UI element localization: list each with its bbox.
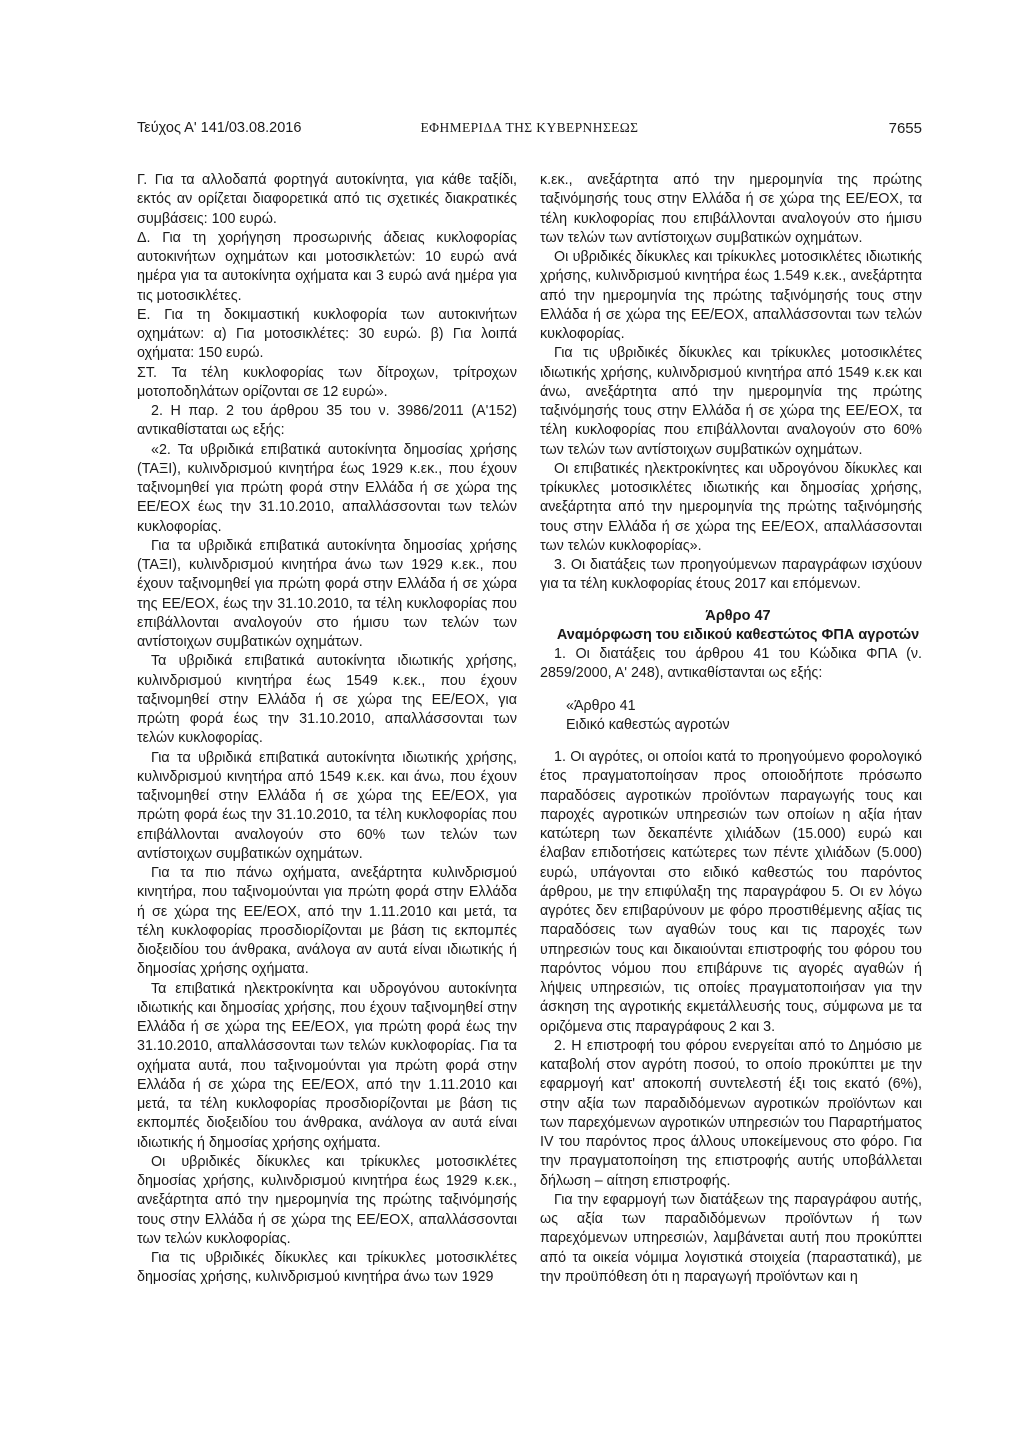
paragraph: Για τα υβριδικά επιβατικά αυτοκίνητα ιδιωτικής χρήσης, κυλινδρισμού κινητήρα από 1549 κ.εκ. και άνω, που έχουν ταξινομηθεί στην Ελλάδα ή σε χώρα της ΕΕ/ΕΟΧ, για πρώτη φορά έως την 31.10.2010, τα τέλη κυκλοφορίας που επιβάλλονται αναλογούν στο 60% των τελών των αντίστοιχων συμβατικών οχημάτων. — [137, 749, 517, 862]
quoted-article-number: «Άρθρο 41 — [566, 697, 636, 714]
paragraph: Για τα πιο πάνω οχήματα, ανεξάρτητα κυλινδρισμού κινητήρα, που ταξινομούνται για πρώτη φορά στην Ελλάδα ή σε χώρα της ΕΕ/ΕΟΧ, από την 1.11.2010 και μετά, τα τέλη κυκλοφορίας προσδιορίζονται με βάση τις εκπομπές διοξειδίου του άνθρακα, ανάλογα αν αυτά είναι ιδιωτικής ή δημοσίας χρήσης οχήματα. — [137, 865, 517, 978]
article-intro: 1. Οι διατάξεις του άρθρου 41 του Κώδικα ΦΠΑ (ν. 2859/2000, Α' 248), αντικαθίστανται ως εξής: — [540, 646, 922, 682]
right-column — [540, 171, 922, 1287]
paragraph: Γ. Για τα αλλοδαπά φορτηγά αυτοκίνητα, για κάθε ταξίδι, εκτός αν ορίζεται διαφορετικά από τις σχετικές διακρατικές συμβάσεις: 100 ευρώ. — [137, 172, 517, 227]
page-number: 7655 — [888, 120, 922, 137]
paragraph: 1. Οι αγρότες, οι οποίοι κατά το προηγούμενο φορολογικό έτος πραγματοποίησαν προς οποιοδήποτε πρόσωπο παραδόσεις αγροτικών προϊόντων παραγωγής τους και παροχές αγροτικών υπηρεσιών των οποίων η αξία ήταν κατώτερη των δεκαπέντε χιλιάδων (15.000) ευρώ και έλαβαν επιδοτήσεις κατώτερες των πέντε χιλιάδων (5.000) ευρώ, υπάγονται στο ειδικό καθεστώς του παρόντος άρθρου, με την επιφύλαξη της παραγράφου 5. Οι εν λόγω αγρότες δεν επιβαρύνουν με φόρο προστιθέμενης αξίας τις παραδόσεις των αγαθών τους και τις παροχές των υπηρεσιών τους και δικαιούνται επιστροφής του φόρου του παρόντος νόμου που επιβάρυνε τις αγορές αγαθών ή λήψεις υπηρεσιών, τις οποίες πραγματοποιήσαν για την άσκηση της αγροτικής εκμετάλλευσής τους, σύμφωνα με τα οριζόμενα στις παραγράφους 2 και 3. — [540, 749, 922, 1035]
quoted-article-heading — [566, 697, 922, 736]
page-header — [137, 120, 922, 142]
paragraph: 3. Οι διατάξεις των προηγούμενων παραγράφων ισχύουν για τα τέλη κυκλοφορίας έτους 2017 και επόμενων. — [540, 557, 922, 593]
paragraph: Οι υβριδικές δίκυκλες και τρίκυκλες μοτοσικλέτες δημοσίας χρήσης, κυλινδρισμού κινητήρα έως 1929 κ.εκ., ανεξάρτητα από την ημερομηνία της πρώτης ταξινόμησής τους στην Ελλάδα ή σε χώρα της ΕΕ/ΕΟΧ, απαλλάσσονται των τελών κυκλοφορίας. — [137, 1153, 517, 1247]
gazette-title: ΕΦΗΜΕΡΙΔΑ ΤΗΣ ΚΥΒΕΡΝΗΣΕΩΣ — [420, 120, 639, 135]
paragraph: Για τις υβριδικές δίκυκλες και τρίκυκλες μοτοσικλέτες ιδιωτικής χρήσης, κυλινδρισμού κινητήρα από 1549 κ.εκ και άνω, ανεξάρτητα από την ημερομηνία της πρώτης ταξινόμησής τους στην Ελλάδα ή σε χώρα της ΕΕ/ΕΟΧ, τα τέλη κυκλοφορίας που επιβάλλονται αναλογούν στο 60% των τελών των αντίστοιχων συμβατικών οχημάτων. — [540, 345, 922, 458]
paragraph: Για τις υβριδικές δίκυκλες και τρίκυκλες μοτοσικλέτες δημοσίας χρήσης, κυλινδρισμού κινητήρα άνω των 1929 — [137, 1250, 517, 1286]
article-title: Αναμόρφωση του ειδικού καθεστώτος ΦΠΑ αγροτών — [556, 626, 920, 643]
paragraph: Οι επιβατικές ηλεκτροκίνητες και υδρογόνου δίκυκλες και τρίκυκλες μοτοσικλέτες ιδιωτικής και δημοσίας χρήσης, ανεξάρτητα από την ημερομηνία της πρώτης ταξινόμησής τους στην Ελλάδα ή σε χώρα της ΕΕ/ΕΟΧ, απαλλάσσονται των τελών κυκλοφορίας». — [540, 460, 922, 554]
paragraph: Για τα υβριδικά επιβατικά αυτοκίνητα δημοσίας χρήσης (ΤΑΞΙ), κυλινδρισμού κινητήρα άνω των 1929 κ.εκ., που έχουν ταξινομηθεί για πρώτη φορά στην Ελλάδα ή σε χώρα της ΕΕ/ΕΟΧ, έως την 31.10.2010, τα τέλη κυκλοφορίας που επιβάλλονται αναλογούν στο ήμισυ των τελών των αντίστοιχων συμβατικών οχημάτων. — [137, 537, 517, 650]
paragraph: «2. Τα υβριδικά επιβατικά αυτοκίνητα δημοσίας χρήσης (ΤΑΞΙ), κυλινδρισμού κινητήρα έως 1929 κ.εκ., που έχουν ταξινομηθεί για πρώτη φορά στην Ελλάδα ή σε χώρα της ΕΕ/ΕΟΧ έως την 31.10.2010, απαλλάσσονται των τελών κυκλοφορίας. — [137, 441, 517, 535]
spacer — [540, 735, 922, 748]
quoted-article-title: Ειδικό καθεστώς αγροτών — [566, 716, 730, 733]
paragraph: 2. Η παρ. 2 του άρθρου 35 του ν. 3986/2011 (Α'152) αντικαθίσταται ως εξής: — [137, 403, 517, 439]
paragraph: Δ. Για τη χορήγηση προσωρινής άδειας κυκλοφορίας αυτοκινήτων οχημάτων και μοτοσικλετών: 10 ευρώ ανά ημέρα για τα αυτοκίνητα οχήματα και 3 ευρώ ανά ημέρα για τις μοτοσικλέτες. — [137, 229, 517, 304]
issue-label: Τεύχος Α' 141/03.08.2016 — [137, 120, 302, 136]
paragraph: ΣΤ. Τα τέλη κυκλοφορίας των δίτροχων, τρίτροχων μοτοποδηλάτων ορίζονται σε 12 ευρώ». — [137, 364, 517, 400]
paragraph: Τα υβριδικά επιβατικά αυτοκίνητα ιδιωτικής χρήσης, κυλινδρισμού κινητήρα έως 1549 κ.εκ., που έχουν ταξινομηθεί στην Ελλάδα ή σε χώρα της ΕΕ/ΕΟΧ, για πρώτη φορά έως την 31.10.2010, απαλλάσσονται των τελών κυκλοφορίας. — [137, 653, 517, 747]
spacer — [540, 595, 922, 607]
article-number: Άρθρο 47 — [705, 607, 771, 624]
paragraph: Τα επιβατικά ηλεκτροκίνητα και υδρογόνου αυτοκίνητα ιδιωτικής και δημοσίας χρήσης, που έχουν ταξινομηθεί στην Ελλάδα ή σε χώρα της ΕΕ/ΕΟΧ, για πρώτη φορά έως την 31.10.2010, απαλλάσσονται των τελών κυκλοφορίας. Για τα οχήματα αυτά, που ταξινομούνται για πρώτη φορά στην Ελλάδα ή σε χώρα της ΕΕ/ΕΟΧ, από την 1.11.2010 και μετά, τα τέλη κυκλοφορίας προσδιορίζονται με βάση τις εκπομπές διοξειδίου του άνθρακα, ανάλογα αν αυτά είναι ιδιωτικής ή δημοσίας χρήσης οχήματα. — [137, 980, 517, 1151]
paragraph: Ε. Για τη δοκιμαστική κυκλοφορία των αυτοκινήτων οχημάτων: α) Για μοτοσικλέτες: 30 ευρώ. β) Για λοιπά οχήματα: 150 ευρώ. — [137, 306, 517, 362]
paragraph: κ.εκ., ανεξάρτητα από την ημερομηνία της πρώτης ταξινόμησής τους στην Ελλάδα ή σε χώρα της ΕΕ/ΕΟΧ, τα τέλη κυκλοφορίας που επιβάλλονται αναλογούν στο ήμισυ των τελών των αντίστοιχων συμβατικών οχημάτων. — [540, 172, 922, 246]
left-column — [137, 171, 517, 1288]
paragraph: Για την εφαρμογή των διατάξεων της παραγράφου αυτής, ως αξία των παραδιδόμενων προϊόντων ή των παρεχόμενων υπηρεσιών, λαμβάνεται αυτή που προκύπτει από τα οικεία νόμιμα λογιστικά στοιχεία (παραστατικά), με την προϋπόθεση ότι η παραγωγή προϊόντων και η — [540, 1191, 922, 1285]
spacer — [540, 684, 922, 697]
paragraph: Οι υβριδικές δίκυκλες και τρίκυκλες μοτοσικλέτες ιδιωτικής χρήσης, κυλινδρισμού κινητήρα έως 1.549 κ.εκ., ανεξάρτητα από την ημερομηνία της πρώτης ταξινόμησής τους στην Ελλάδα ή σε χώρα της ΕΕ/ΕΟΧ, απαλλάσσονται των τελών κυκλοφορίας. — [540, 249, 922, 342]
paragraph: 2. Η επιστροφή του φόρου ενεργείται από το Δημόσιο με καταβολή στον αγρότη ποσού, το οποίο προκύπτει με την εφαρμογή κατ' αποκοπή συντελεστή έξι τοις εκατό (6%), στην αξία των παραδιδόμενων αγροτικών προϊόντων και των παρεχόμενων αγροτικών υπηρεσιών του Παραρτήματος IV του παρόντος προς άλλους υποκείμενους στο φόρο. Για την πραγματοποίηση της επιστροφής αυτής υποβάλλεται δήλωση – αίτηση επιστροφής. — [540, 1037, 922, 1189]
